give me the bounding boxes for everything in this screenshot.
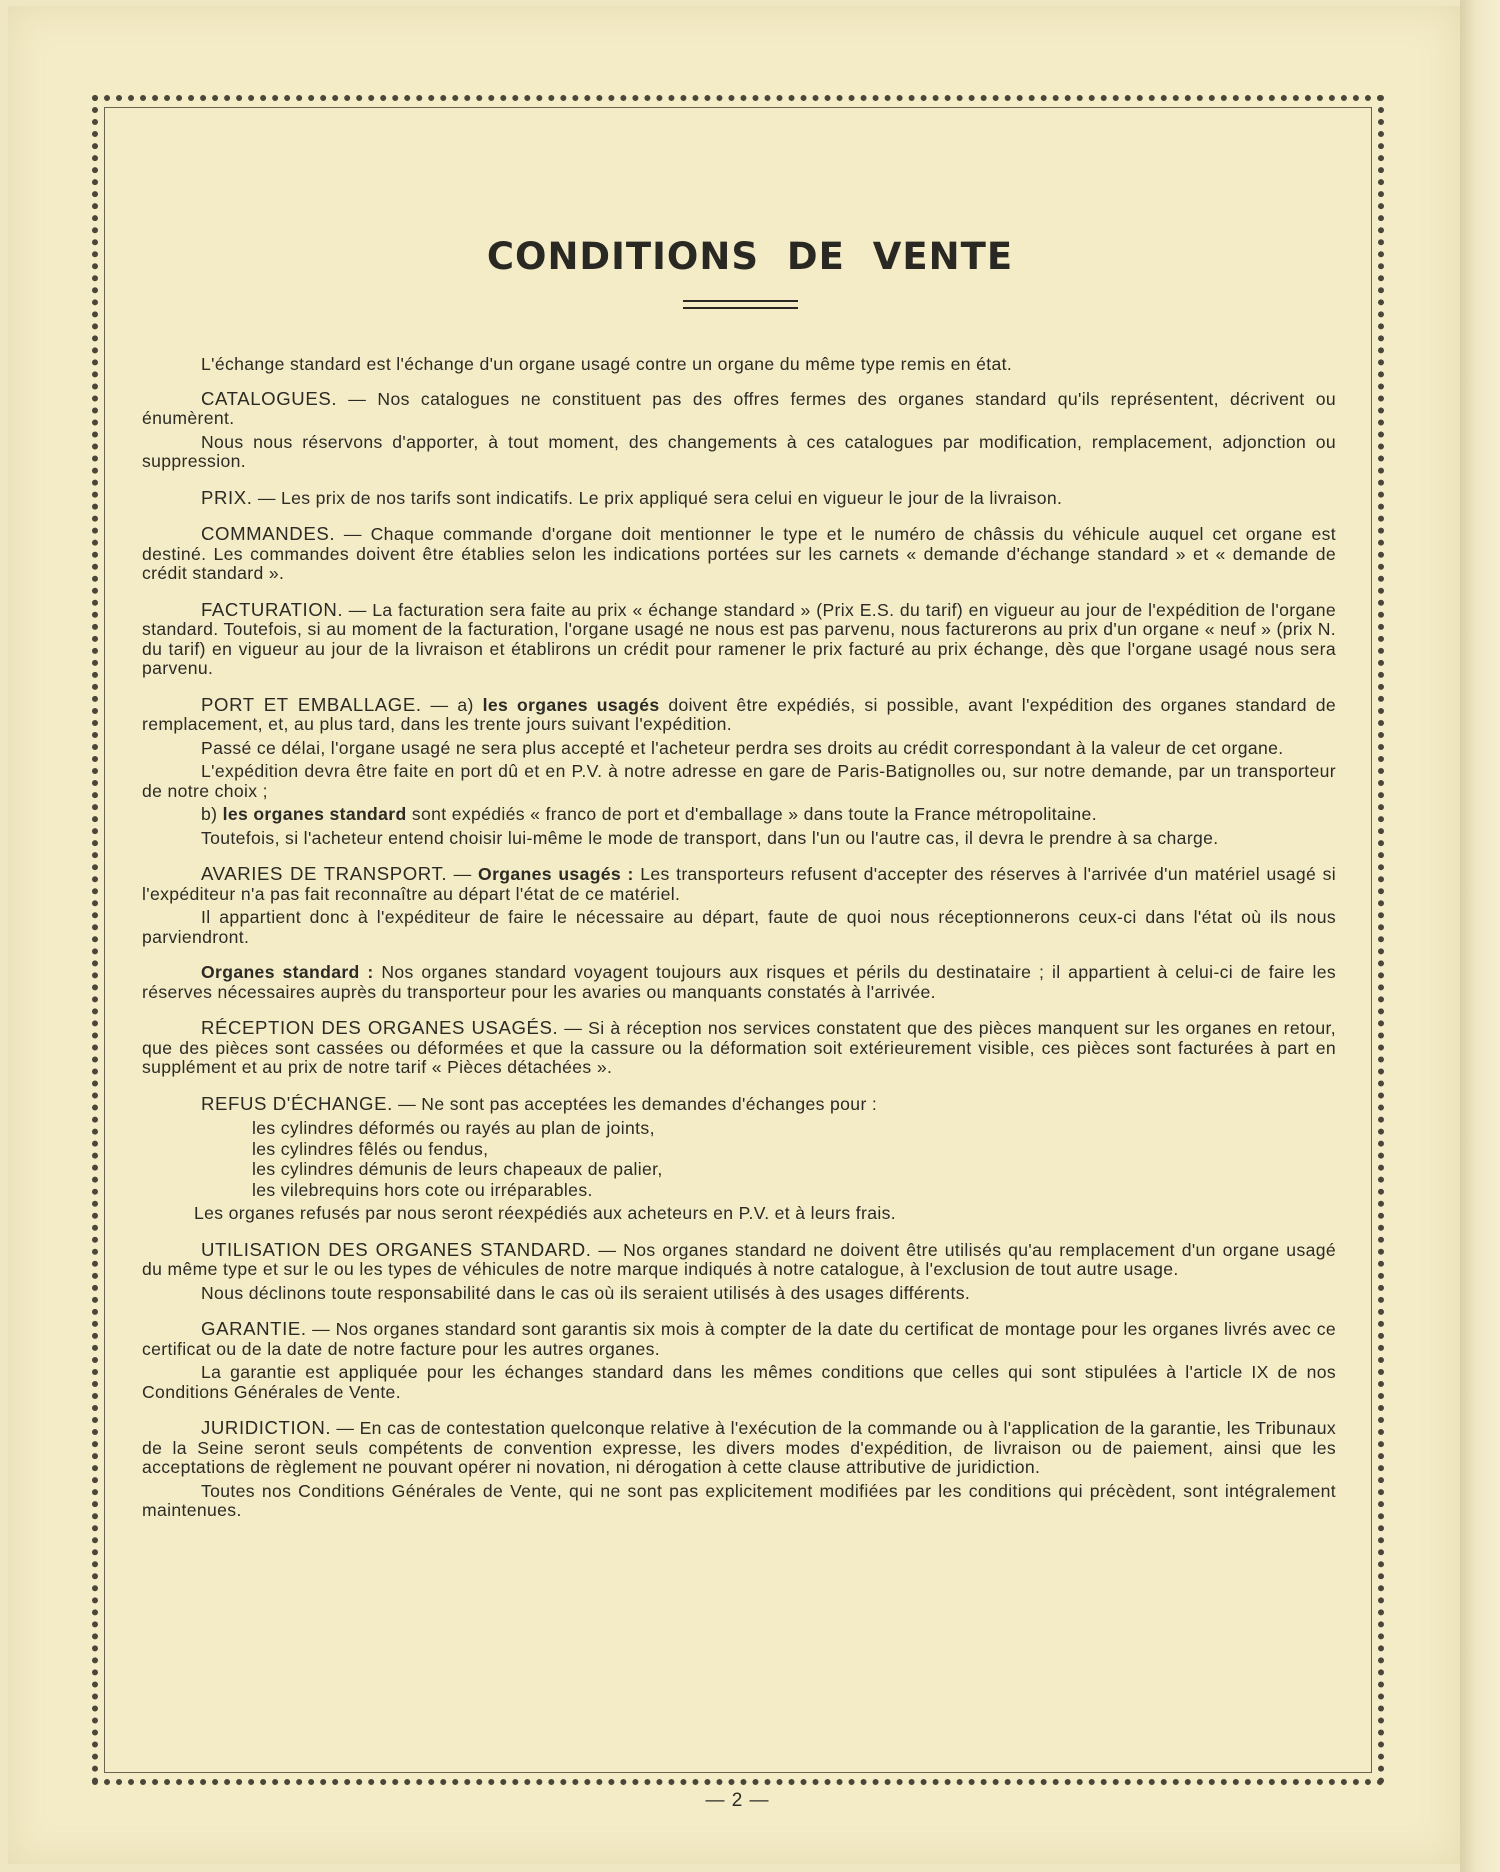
section-reception <box>142 1018 1336 1078</box>
paragraph: Nous déclinons toute responsabilité dans le cas où ils seraient utilisés à des usages différents. <box>201 1282 971 1303</box>
paragraph: Passé ce délai, l'organe usagé ne sera plus accepté et l'acheteur perdra ses droits au crédit correspondant à la valeur de cet organe. <box>201 737 1284 758</box>
item-label: b) <box>201 804 223 824</box>
section-heading: PORT ET EMBALLAGE. <box>201 693 422 715</box>
section-heading: REFUS D'ÉCHANGE. <box>201 1092 393 1114</box>
bold-term: les organes standard <box>222 804 407 824</box>
section-text: — Nos organes standard ne doivent être utilisés qu'au remplacement d'un organe usagé du même type et sur le ou les types de véhicules de notre marque indiqués à notre catalogue, à l'exclusion de tout autre usage. <box>142 1239 1336 1279</box>
paragraph <box>142 805 1336 825</box>
dash: — <box>447 864 479 884</box>
paragraph: Les organes refusés par nous seront réexpédiés aux acheteurs en P.V. et à leurs frais. <box>194 1203 897 1223</box>
bold-term: Organes usagés : <box>478 864 634 884</box>
page-number: — 2 — <box>705 1790 770 1811</box>
section-utilisation <box>142 1240 1336 1280</box>
page-title: CONDITIONS DE VENTE <box>486 235 1014 278</box>
bold-term: Organes standard : <box>201 962 374 982</box>
section-text: — Ne sont pas acceptées les demandes d'échanges pour : <box>392 1093 878 1114</box>
list-item: les cylindres démunis de leurs chapeaux de palier, <box>252 1159 663 1179</box>
section-avaries <box>142 864 1336 904</box>
intro-paragraph: L'échange standard est l'échange d'un organe usagé contre un organe du même type remis en état. <box>201 354 1013 374</box>
paragraph: Nous nous réservons d'apporter, à tout moment, des changements à ces catalogues par modification, remplacement, adjonction ou suppression. <box>142 431 1336 471</box>
section-text: — Les prix de nos tarifs sont indicatifs. Le prix appliqué sera celui en vigueur le jour de la livraison. <box>252 487 1063 508</box>
section-text: — Nos organes standard sont garantis six mois à compter de la date du certificat de montage pour les organes livrés avec ce certificat ou de la date de notre facture pour les autres organes. <box>142 1319 1336 1359</box>
section-text: — Nos catalogues ne constituent pas des offres fermes des organes standard qu'ils représentent, décrivent ou énumèrent. <box>142 388 1336 428</box>
section-heading: FACTURATION. <box>201 598 344 620</box>
section-facturation <box>142 600 1336 679</box>
section-heading: RÉCEPTION DES ORGANES USAGÉS. <box>201 1017 559 1038</box>
list-item: les cylindres fêlés ou fendus, <box>252 1138 489 1159</box>
section-heading: PRIX. <box>201 486 253 508</box>
section-heading: CATALOGUES. <box>201 387 338 409</box>
section-prix <box>142 488 1336 509</box>
section-heading: GARANTIE. <box>201 1318 307 1339</box>
paragraph: Toutes nos Conditions Générales de Vente, qui ne sont pas explicitement modifiées par les conditions qui précèdent, sont intégralement maintenues. <box>142 1480 1336 1520</box>
paragraph <box>142 963 1336 1002</box>
list-item: les vilebrequins hors cote ou irréparables. <box>252 1179 593 1200</box>
item-label: — a) <box>421 694 483 715</box>
bold-term: les organes usagés <box>482 694 660 715</box>
paragraph: Il appartient donc à l'expéditeur de faire le nécessaire au départ, faute de quoi nous réceptionnerons ceux-ci dans l'état où ils nous parviendront. <box>142 907 1336 947</box>
section-text: sont expédiés « franco de port et d'emballage » dans toute la France métropolitaine. <box>406 804 1097 824</box>
refus-list <box>252 1118 1336 1200</box>
section-juridiction <box>142 1418 1336 1478</box>
paragraph: La garantie est appliquée pour les échanges standard dans les mêmes conditions que celles qui sont stipulées à l'article IX de nos Conditions Générales de Vente. <box>142 1362 1336 1402</box>
section-text: — Chaque commande d'organe doit mentionner le type et le numéro de châssis du véhicule auquel cet organe est destiné. Les commandes doivent être établies selon les indications portées sur les carnets « demande d'échange standard » et « demande de crédit standard ». <box>142 524 1336 583</box>
section-text: — Si à réception nos services constatent que des pièces manquent sur les organes en retour, que des pièces sont cassées ou déformées et que la cassure ou la déformation soit extérieurement visible, ces pièces sont facturées à part en supplément et au prix de notre tarif « Pièces détachées ». <box>142 1018 1336 1077</box>
section-text: Nos organes standard voyagent toujours aux risques et périls du destinataire ; il appartient à celui-ci de faire les réserves nécessaires auprès du transporteur pour les avaries ou manquants constatés à l'arrivée. <box>142 962 1336 1002</box>
section-refus <box>142 1094 1336 1115</box>
paragraph: Toutefois, si l'acheteur entend choisir lui-même le mode de transport, dans l'un ou l'autre cas, il devra le prendre à sa charge. <box>201 827 1219 848</box>
section-commandes <box>142 524 1336 584</box>
section-text: doivent être expédiés, si possible, avant l'expédition des organes standard de remplacement, et, au plus tard, dans les trente jours suivant l'expédition. <box>142 694 1336 734</box>
section-heading: AVARIES DE TRANSPORT. <box>201 863 448 884</box>
conditions-body <box>142 355 1336 1537</box>
section-heading: JURIDICTION. <box>201 1417 332 1438</box>
section-heading: UTILISATION DES ORGANES STANDARD. <box>201 1238 592 1260</box>
page-fold-edge <box>1460 0 1500 1872</box>
section-text: Les transporteurs refusent d'accepter des réserves à l'arrivée d'un matériel usagé si l'expéditeur n'a pas fait reconnaître au départ l'état de ce matériel. <box>142 864 1336 904</box>
section-garantie <box>142 1319 1336 1359</box>
section-text: — La facturation sera faite au prix « échange standard » (Prix E.S. du tarif) en vigueur au jour de l'expédition de l'organe standard. Toutefois, si au moment de la facturation, l'organe usagé ne nous est pas parvenu, nous facturerons au prix d'un organe « neuf » (prix N. du tarif) en vigueur au jour de la livraison et établirons un crédit pour ramener le prix facturé au prix échange, dès que l'organe usagé nous sera parvenu. <box>142 599 1336 678</box>
section-text: — En cas de contestation quelconque relative à l'exécution de la commande ou à l'application de la garantie, les Tribunaux de la Seine seront seuls compétents de convention expresse, les divers modes d'expédition, de livraison ou de paiement, ainsi que les acceptations de règlement ne pouvant opérer ni novation, ni dérogation à cette clause attributive de juridiction. <box>142 1418 1336 1477</box>
section-catalogues <box>142 389 1336 429</box>
paragraph: L'expédition devra être faite en port dû et en P.V. à notre adresse en gare de Paris-Batignolles ou, sur notre demande, par un transporteur de notre choix ; <box>142 761 1336 801</box>
section-heading: COMMANDES. <box>201 523 336 544</box>
title-double-rule <box>683 300 798 309</box>
section-port-emballage <box>142 695 1336 735</box>
list-item: les cylindres déformés ou rayés au plan de joints, <box>252 1118 655 1138</box>
